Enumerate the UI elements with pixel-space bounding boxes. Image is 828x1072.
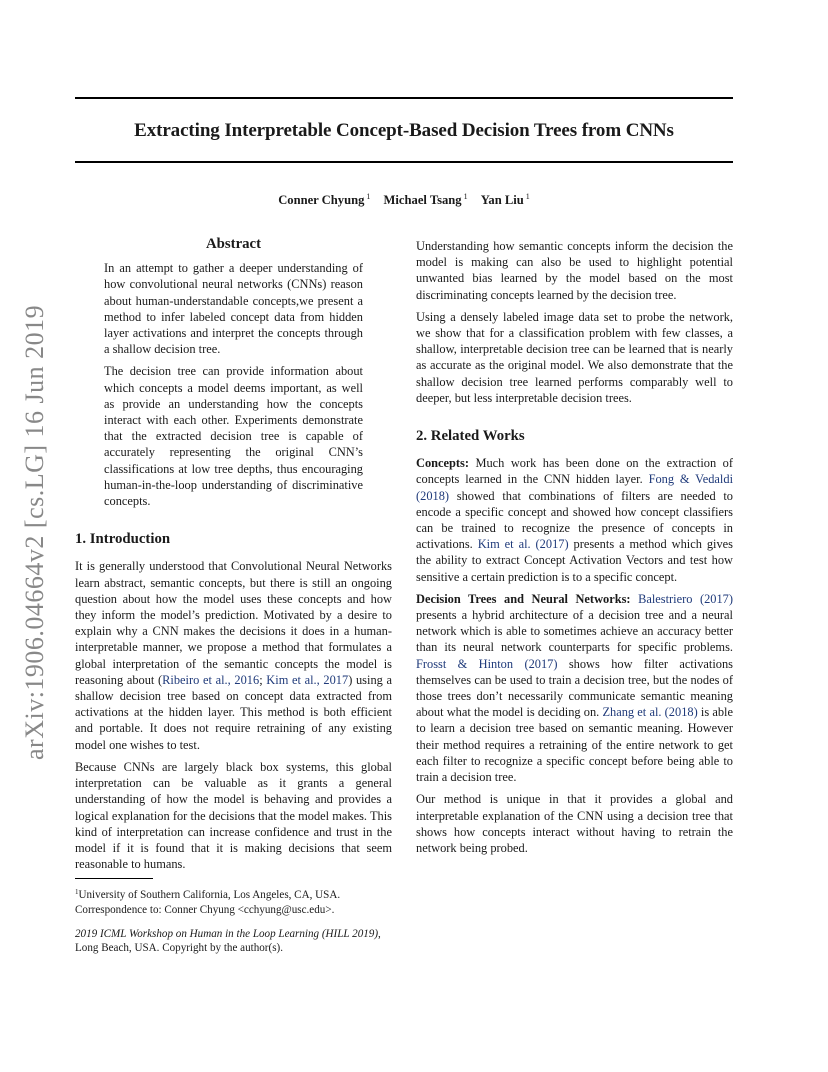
footnote-text: University of Southern California, Los Angeles, CA, USA. Correspondence to: Conner Chyung <cchyung@usc.edu>. (75, 889, 341, 916)
paragraph-text: Much work has been done on the extraction of concepts learned in the CNN hidden layer. (416, 456, 733, 487)
citation-link[interactable]: Kim et al. (2017) (477, 537, 569, 552)
concepts-paragraph (416, 455, 733, 585)
paragraph-text: ; (259, 672, 267, 687)
author-name: Yan Liu (480, 193, 524, 207)
paragraph-text: shows how filter activations themselves can be used to train a decision tree, but the nodes of those trees don’t necessarily communicate semantic meaning about what the model is deciding on. (416, 656, 734, 720)
citation-link[interactable]: Fong & Vedaldi (2018) (416, 472, 734, 503)
venue-name: 2019 ICML Workshop on Human in the Loop Learning (HILL 2019) (75, 927, 379, 940)
body-paragraph: Using a densely labeled image data set to probe the network, we show that for a classification problem with few classes, a shallow, interpretable decision tree can be learned that is nearly as accurate as the original model. We also demonstrate that the shallow decision tree learned performs comparably well to deeper, but less interpretable decision trees. (416, 309, 733, 405)
venue-note (75, 927, 392, 956)
title-bottom-rule (75, 161, 733, 163)
body-paragraph: Understanding how semantic concepts inform the decision the model is making can also be used to highlight potential unwanted bias learned by the model based on the most discriminating concepts learned by the decision tree. (416, 239, 733, 302)
title-top-rule (75, 97, 733, 99)
paper-title: Extracting Interpretable Concept-Based Decision Trees from CNNs (134, 120, 674, 141)
author (481, 193, 530, 207)
decision-trees-paragraph (416, 591, 733, 785)
run-in-heading: Concepts: (416, 456, 469, 471)
citation-link[interactable]: Zhang et al. (2018) (602, 705, 698, 720)
affiliation-footnote (75, 885, 392, 917)
citation-link[interactable]: Frosst & Hinton (2017) (416, 656, 558, 671)
abstract-paragraph: The decision tree can provide information about which concepts a model deems important, as well as provide an understanding how the concepts interact with each other. Experiments demonstrate that the extracted decision tree is capable of accurately representing the original CNN’s classifications at low tree depths, thus encouraging human-in-the-loop understanding of discriminative concepts. (104, 364, 363, 509)
abstract-paragraph: In an attempt to gather a deeper understanding of how convolutional neural networks (CNNs) reason about human-understandable concepts,we present a method to infer labeled concept data from hidden layer activations and interpret the concepts through a shallow decision tree. (104, 261, 363, 357)
related-works-heading: 2. Related Works (416, 428, 525, 445)
author-name: Conner Chyung (278, 193, 365, 207)
footnote-rule (75, 878, 153, 879)
footnote-marker: 1 (75, 888, 79, 897)
author-list (75, 192, 733, 208)
author-name: Michael Tsang (383, 193, 462, 207)
author (278, 193, 370, 207)
run-in-heading: Decision Trees and Neural Networks: (416, 591, 631, 606)
affiliation-marker: 1 (366, 192, 371, 201)
paragraph-text: showed that combinations of filters are needed to encode a specific concept and showed how concept classifiers can be trained to recognize the presence of concepts in activations. (416, 488, 733, 552)
paragraph-text: ) using a shallow decision tree based on concept data extracted from activations at the hidden layer. This method is both efficient and portable. It does not require retraining of any existing model one wishes to test. (75, 672, 392, 752)
introduction-paragraph: Because CNNs are largely black box systems, this global interpretation can be valuable as it grants a general understanding of how the model is behaving and provides a logical explanation for the decisions that the model makes. This kind of interpretation can increase confidence and trust in the model if it is found that it is making decisions that seem reasonable to humans. (75, 759, 392, 872)
affiliation-marker: 1 (463, 192, 468, 201)
paragraph-text (631, 592, 639, 606)
venue-text: , Long Beach, USA. Copyright by the author(s). (75, 927, 381, 955)
right-column (416, 238, 733, 862)
citation-link[interactable]: Balestriero (2017) (638, 591, 733, 606)
affiliation-marker: 1 (525, 192, 530, 201)
paragraph-text: presents a hybrid architecture of a decision tree and a neural network which is able to sometimes achieve an accuracy better than its neural network counterparts for specific problems. (416, 608, 733, 655)
citation-link[interactable]: Ribeiro et al., 2016 (162, 672, 260, 687)
introduction-paragraph (75, 558, 392, 752)
introduction-heading: 1. Introduction (75, 531, 171, 548)
paragraph-text: is able to learn a decision tree based on semantic meaning. However their method requires a retraining of the entire network to get each filter to recognize a specific concept before being able to train a decision tree. (416, 705, 733, 785)
arxiv-identifier: arXiv:1906.04664v2 [cs.LG] 16 Jun 2019 (20, 304, 49, 760)
paragraph-text: It is generally understood that Convolutional Neural Networks learn abstract, semantic concepts, but there is still an ongoing question about how the model uses these concepts and how they inform the model’s prediction. Motivated by a desire to explain why a CNN makes the decisions it does in a human-interpretable manner, we propose a method that formulates a global interpretation of the semantic concepts the model is reasoning about ( (75, 559, 392, 687)
citation-link[interactable]: Kim et al., 2017 (266, 672, 349, 687)
abstract-heading: Abstract (205, 236, 262, 252)
abstract-body (75, 260, 392, 509)
author (384, 193, 468, 207)
body-paragraph: Our method is unique in that it provides a global and interpretable explanation of the CNN using a decision tree that shows how concepts interact without having to retrain the network being probed. (416, 792, 733, 855)
left-column (75, 236, 392, 956)
paragraph-text: presents a method which gives the ability to extract Concept Activation Vectors and test how sensitive a certain prediction is to a specific concept. (416, 537, 733, 584)
